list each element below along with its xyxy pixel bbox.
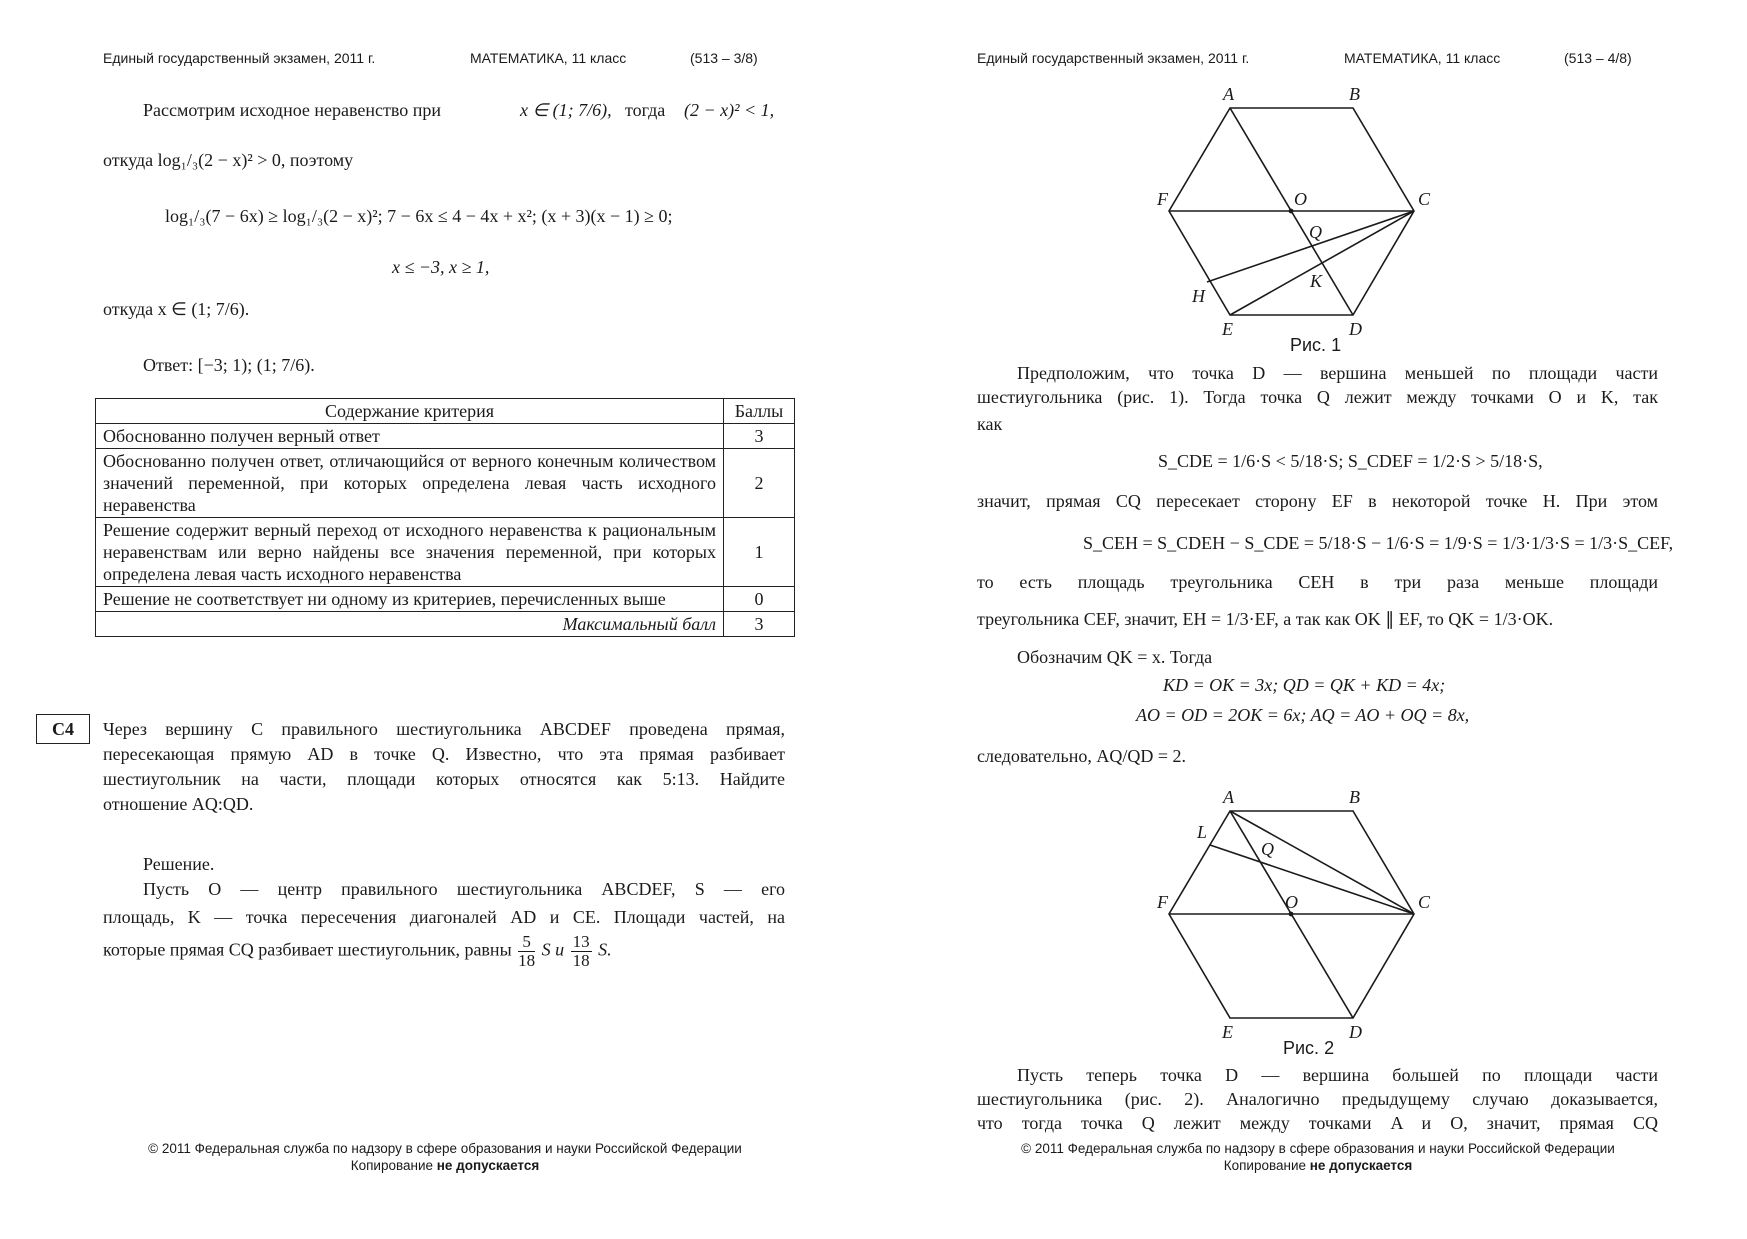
footer-copyright: © 2011 Федеральная служба по надзору в сфере образования и науки Российской Федерации — [148, 1141, 742, 1156]
label-l: L — [1197, 822, 1208, 842]
label-f: F — [1157, 892, 1168, 912]
task-line: отношение AQ:QD. — [103, 794, 254, 814]
footer-copy-note: Копирование не допускается — [1223, 1158, 1413, 1173]
conclusion: следовательно, AQ/QD = 2. — [977, 746, 1186, 766]
numerator: 5 — [518, 933, 535, 952]
paragraph-line: Предположим, что точка D — вершина меньшей по площади части — [1017, 363, 1658, 383]
answer: Ответ: [−3; 1); (1; 7/6). — [143, 355, 315, 375]
whence-log: откуда log₁/₃(2 − x)² > 0, поэтому — [103, 150, 354, 170]
roots: x ≤ −3, x ≥ 1, — [392, 257, 490, 277]
task-line: Через вершину C правильного шестиугольника ABCDEF проведена прямая, — [103, 719, 785, 739]
equation-2: S_CEH = S_CDEH − S_CDE = 5/18·S − 1/6·S = 1/9·S = 1/3·1/3·S = 1/3·S_CEF, — [1083, 533, 1674, 553]
header-exam-title: Единый государственный экзамен, 2011 г. — [977, 50, 1250, 66]
task-label: C4 — [36, 714, 90, 744]
paragraph-line: шестиугольника (рис. 1). Тогда точка Q лежит между точками O и K, так — [977, 387, 1658, 407]
figure-2-caption: Рис. 2 — [1283, 1038, 1335, 1058]
log-chain: log₁/₃(7 − 6x) ≥ log₁/₃(2 − x)²; 7 − 6x ≤ 4 − 4x + x²; (x + 3)(x − 1) ≥ 0; — [165, 206, 673, 226]
intro-set: x ∈ (1; 7/6), — [520, 100, 612, 120]
paragraph-line: Обозначим QK = x. Тогда — [1017, 647, 1213, 667]
label-k: K — [1310, 271, 1323, 291]
criteria-points: 2 — [724, 449, 795, 518]
criteria-text: Обоснованно получен ответ, отличающийся от верного конечным количеством значений переменной, при которых определена левая часть исходного неравенства — [96, 449, 724, 518]
label-d: D — [1349, 1022, 1362, 1042]
paragraph-line: шестиугольника (рис. 2). Аналогично предыдущему случаю доказывается, — [977, 1089, 1658, 1109]
fraction — [571, 933, 592, 970]
footer — [968, 1140, 1668, 1174]
solution-line — [103, 933, 612, 970]
label-f: F — [1157, 189, 1168, 209]
footer-copy-bold: не допускается — [1309, 1158, 1413, 1173]
label-c: C — [1418, 892, 1431, 912]
page-left — [0, 0, 873, 1239]
intro-then: тогда — [625, 100, 666, 120]
intro-text: Рассмотрим исходное неравенство при — [143, 100, 442, 120]
label-a: A — [1223, 84, 1234, 104]
label-o: O — [1285, 892, 1298, 912]
criteria-points: 1 — [724, 518, 795, 587]
figure-1 — [1157, 80, 1433, 350]
denominator: 18 — [518, 951, 536, 970]
page-right — [873, 0, 1747, 1239]
label-c: C — [1418, 189, 1431, 209]
center-point — [1289, 209, 1294, 214]
criteria-text: Решение не соответствует ни одному из критериев, перечисленных выше — [96, 587, 724, 612]
label-e: E — [1222, 1022, 1233, 1042]
label-a: A — [1223, 787, 1234, 807]
denominator: 18 — [572, 951, 590, 970]
task-line: шестиугольник на части, площади которых относятся как 5:13. Найдите — [103, 769, 785, 789]
fraction — [518, 933, 535, 970]
diagonal-ac — [1230, 811, 1414, 914]
header-exam-title: Единый государственный экзамен, 2011 г. — [103, 50, 376, 66]
label-b: B — [1349, 787, 1360, 807]
footer — [95, 1140, 795, 1174]
label-q: Q — [1261, 839, 1274, 859]
paragraph-line: Пусть теперь точка D — вершина большей по площади части — [1017, 1065, 1658, 1085]
label-e: E — [1222, 319, 1233, 339]
whence-x: откуда x ∈ (1; 7/6). — [103, 299, 250, 319]
solution-and: S и — [541, 939, 565, 960]
equation-4: AO = OD = 2OK = 6x; AQ = AO + OQ = 8x, — [1136, 705, 1470, 725]
line-lc — [1210, 845, 1414, 914]
paragraph-line: значит, прямая CQ пересекает сторону EF в некоторой точке H. При этом — [977, 491, 1658, 511]
footer-copy-bold: не допускается — [436, 1158, 540, 1173]
figure-2 — [1157, 783, 1433, 1053]
solution-title: Решение. — [143, 854, 215, 874]
col-criteria: Содержание критерия — [96, 399, 724, 424]
header-subject: МАТЕМАТИКА, 11 класс — [470, 50, 627, 66]
intro-ineq: (2 − x)² < 1, — [684, 100, 775, 120]
header-page-code: (513 – 3/8) — [690, 50, 758, 66]
table-row — [96, 424, 795, 449]
label-o: O — [1294, 189, 1307, 209]
max-points: 3 — [724, 612, 795, 637]
numerator: 13 — [572, 932, 590, 951]
table-row — [96, 587, 795, 612]
equation-1: S_CDE = 1/6·S < 5/18·S; S_CDEF = 1/2·S > 5/18·S, — [1158, 451, 1543, 471]
criteria-points: 0 — [724, 587, 795, 612]
paragraph-line: треугольника CEF, значит, EH = 1/3·EF, а так как OK ∥ EF, то QK = 1/3·OK. — [977, 609, 1554, 629]
paragraph-line: что тогда точка Q лежит между точками A и O, значит, прямая CQ — [977, 1113, 1658, 1133]
table-max-row — [96, 612, 795, 637]
criteria-text: Решение содержит верный переход от исходного неравенства к рациональным неравенствам или верно найдены все значения переменной, при которых определена левая часть исходного неравенства — [96, 518, 724, 587]
figure-1-caption: Рис. 1 — [1290, 335, 1342, 355]
center-point — [1289, 912, 1294, 917]
task-line: пересекающая прямую AD в точке Q. Известно, что эта прямая разбивает — [103, 744, 785, 764]
table-row — [96, 518, 795, 587]
criteria-points: 3 — [724, 424, 795, 449]
table-header-row — [96, 399, 795, 424]
table-row — [96, 449, 795, 518]
header-subject: МАТЕМАТИКА, 11 класс — [1344, 50, 1501, 66]
criteria-text: Обоснованно получен верный ответ — [96, 424, 724, 449]
diagonal-ec — [1230, 211, 1414, 315]
header-page-code: (513 – 4/8) — [1564, 50, 1632, 66]
paragraph-line: как — [977, 414, 1003, 434]
label-h: H — [1192, 286, 1205, 306]
footer-copyright: © 2011 Федеральная служба по надзору в сфере образования и науки Российской Федерации — [1021, 1141, 1615, 1156]
solution-end: S. — [598, 939, 612, 960]
equation-3: KD = OK = 3x; QD = QK + KD = 4x; — [1163, 675, 1446, 695]
label-d: D — [1349, 319, 1362, 339]
solution-line: Пусть O — центр правильного шестиугольника ABCDEF, S — его — [143, 879, 785, 899]
label-q: Q — [1309, 222, 1322, 242]
solution-line: площадь, K — точка пересечения диагоналей AD и CE. Площади частей, на — [103, 907, 785, 927]
paragraph-line: то есть площадь треугольника CEH в три раза меньше площади — [977, 572, 1658, 592]
label-b: B — [1349, 84, 1360, 104]
max-label: Максимальный балл — [96, 612, 724, 637]
col-points: Баллы — [724, 399, 795, 424]
criteria-table — [95, 398, 795, 637]
footer-copy-note: Копирование не допускается — [350, 1158, 540, 1173]
solution-text: которые прямая CQ разбивает шестиугольник, равны — [103, 939, 512, 960]
